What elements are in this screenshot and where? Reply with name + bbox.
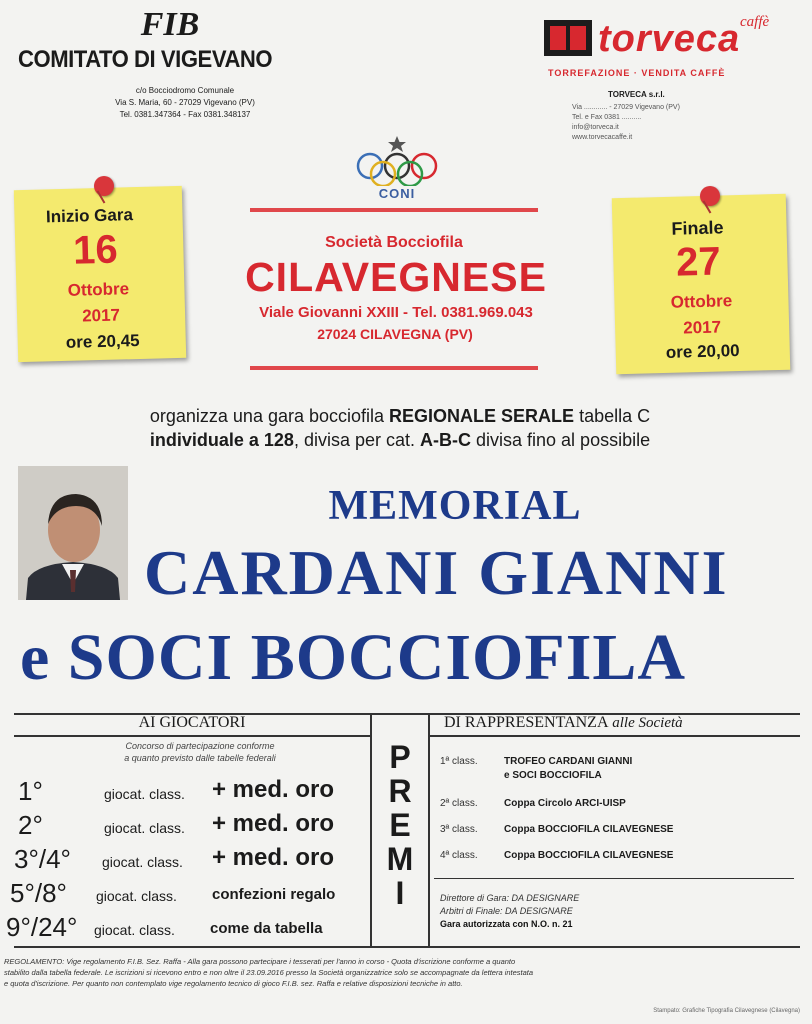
coni-rings-icon (352, 134, 442, 186)
authorization-line: Gara autorizzata con N.O. n. 21 (440, 919, 573, 929)
start-note-day: 16 (72, 227, 119, 273)
society-prize-place: 1ª class. (440, 756, 478, 767)
intro-text: tabella C (574, 406, 651, 426)
regulation-line: stabilito dalla tabella federale. Le iscrizioni si ricevono entro e non oltre il 23.09.2016 presso la Società organizzatrice solo se accompagnate da lettera intestata (4, 968, 534, 977)
society-prize-row (440, 822, 800, 842)
society-prize-name: Coppa Circolo ARCI-UISP (504, 798, 626, 809)
society-prize-place: 2ª class. (440, 798, 478, 809)
intro-text: divisa fino al possibile (471, 430, 651, 450)
society-prize-row (440, 754, 800, 788)
regulation-line: REGOLAMENTO: Vige regolamento F.I.B. Sez. Raffa - Alla gara possono partecipare i tesserati per l'anno in corso - Quota d'iscrizione conforme a quanto (4, 957, 516, 966)
final-date-note (612, 194, 791, 374)
player-prize-row (0, 912, 370, 946)
fib-committee: COMITATO DI VIGEVANO (18, 46, 273, 73)
society-city: 27024 CILAVEGNA (PV) (317, 326, 473, 342)
player-prize-row (0, 810, 370, 844)
prize-label: giocat. class. (104, 786, 185, 802)
fib-address (60, 85, 310, 121)
player-prize-row (0, 776, 370, 810)
fib-address-line: Via S. Maria, 60 - 27029 Vigevano (PV) (115, 98, 255, 107)
prize-value: confezioni regalo (212, 886, 336, 903)
sponsor-contact-line: Via ............ - 27029 Vigevano (PV) (572, 104, 680, 111)
society-prize-name: Coppa BOCCIOFILA CILAVEGNESE (504, 824, 674, 835)
start-note-month: Ottobre (67, 279, 130, 300)
player-prize-row (0, 844, 370, 878)
society-prize-name: Coppa BOCCIOFILA CILAVEGNESE (504, 850, 674, 861)
prize-place: 3°/4° (14, 844, 71, 874)
sponsor-contacts (572, 103, 782, 143)
prize-place: 2° (18, 810, 43, 840)
players-note-line: Concorso di partecipazione conforme (125, 741, 275, 751)
premi-letter: I (395, 875, 405, 911)
start-note-label: Inizio Gara (45, 205, 134, 227)
start-note-year: 2017 (81, 305, 121, 326)
intro-emphasis: A-B-C (420, 430, 471, 450)
intro-emphasis: REGIONALE SERALE (389, 406, 575, 426)
societies-header (444, 714, 800, 732)
prize-label: giocat. class. (104, 820, 185, 836)
players-note-line: a quanto previsto dalle tabelle federali (124, 753, 276, 763)
start-note-time: ore 20,45 (65, 330, 140, 352)
regulation-line: e quota d'iscrizione. Per quanto non contemplato vige regolamento tecnico di gioco F.I.B. sez. Raffa e relative disposizioni tecniche in atto. (4, 979, 463, 988)
premi-letter: E (389, 807, 411, 843)
final-note-month: Ottobre (670, 291, 733, 312)
players-note (50, 740, 350, 764)
intro-text: organizza una gara bocciofila (149, 406, 390, 426)
memorial-soci (20, 620, 810, 696)
players-header: AI GIOCATORI (138, 714, 246, 731)
society-prize-name-cont: e SOCI BOCCIOFILA (504, 770, 602, 781)
sponsor-contact-line: info@torveca.it (572, 124, 619, 131)
table-rule (430, 735, 800, 737)
table-rule (14, 946, 800, 948)
society-prize-name: TROFEO CARDANI GIANNI (504, 756, 633, 767)
fib-title: FIB (140, 6, 200, 43)
table-rule (434, 878, 794, 879)
society-prize-row (440, 796, 800, 816)
society-label: Società Bocciofila (325, 234, 463, 251)
final-note-label: Finale (671, 217, 724, 239)
sponsor-name: torveca (598, 18, 741, 60)
sponsor-contact-line: www.torvecacaffe.it (572, 134, 633, 141)
final-note-day: 27 (675, 239, 722, 285)
society-prize-place: 3ª class. (440, 824, 478, 835)
premi-letter: M (386, 841, 414, 877)
prize-place: 5°/8° (10, 878, 67, 908)
prize-value: + med. oro (212, 810, 335, 837)
sponsor-subtitle: TORREFAZIONE · VENDITA CAFFÈ (548, 68, 726, 78)
intro-line-2 (40, 430, 760, 451)
player-prize-row (0, 878, 370, 912)
sponsor-company: TORVECA s.r.l. (608, 90, 665, 99)
fib-address-line: c/o Bocciodromo Comunale (135, 86, 235, 95)
prize-place: 1° (18, 776, 43, 806)
prize-value: + med. oro (212, 776, 335, 803)
printer-credit: Stampato: Grafiche Tipografia Cilavegnese (Cilavegna) (653, 1008, 800, 1014)
memorial-soci-conj: e (20, 621, 51, 694)
prize-place: 9°/24° (6, 912, 78, 942)
memorial-soci-name: SOCI BOCCIOFILA (67, 621, 687, 694)
society-address: Viale Giovanni XXIII - Tel. 0381.969.043 (259, 304, 533, 321)
society-prize-row (440, 848, 800, 868)
table-rule (428, 713, 430, 947)
premi-letter: P (389, 739, 411, 775)
coni-label: CONI (378, 186, 416, 201)
prize-label: giocat. class. (96, 888, 177, 904)
premi-vertical-label (372, 740, 428, 910)
table-rule (14, 735, 370, 737)
societies-header-main: DI RAPPRESENTANZA (444, 714, 609, 731)
prize-value: come da tabella (210, 920, 323, 937)
referee-line: Arbitri di Finale: DA DESIGNARE (440, 906, 573, 916)
intro-line-1 (40, 406, 760, 427)
intro-text: , divisa per cat. (293, 430, 420, 450)
director-line: Direttore di Gara: DA DESIGNARE (440, 893, 580, 903)
sponsor-tag: caffè (740, 14, 770, 30)
prize-label: giocat. class. (94, 922, 175, 938)
final-note-year: 2017 (682, 317, 722, 338)
pushpin-icon (94, 176, 114, 196)
sponsor-logo-icon (544, 20, 592, 56)
society-prize-place: 4ª class. (440, 850, 478, 861)
divider-line (250, 366, 538, 370)
regulation-text (4, 956, 808, 989)
final-note-time: ore 20,00 (665, 341, 740, 362)
societies-header-sub: alle Società (608, 715, 683, 731)
start-date-note (14, 186, 186, 362)
person-portrait-icon (18, 466, 128, 600)
memorial-title: MEMORIAL (328, 483, 582, 529)
prize-value: + med. oro (212, 844, 335, 871)
memorial-name: CARDANI GIANNI (144, 537, 729, 608)
pushpin-icon (700, 186, 720, 206)
fib-address-line: Tel. 0381.347364 - Fax 0381.348137 (119, 110, 251, 119)
premi-letter: R (388, 773, 412, 809)
divider-line (250, 208, 538, 212)
society-name: CILAVEGNESE (245, 254, 547, 300)
officials-block (440, 892, 800, 931)
prize-label: giocat. class. (102, 854, 183, 870)
intro-emphasis: individuale a 128 (149, 430, 294, 450)
sponsor-contact-line: Tel. e Fax 0381 .......... (572, 114, 642, 121)
memorial-portrait (18, 466, 128, 600)
